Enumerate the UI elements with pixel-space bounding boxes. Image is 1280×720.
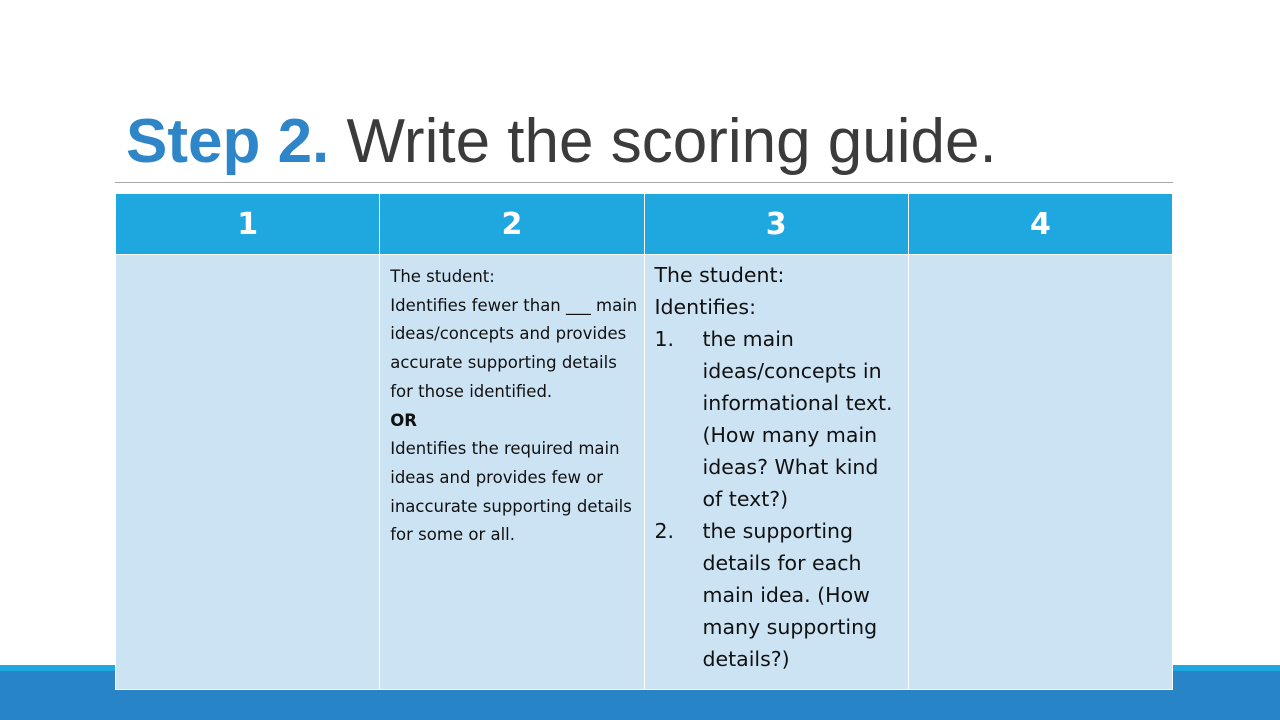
list-item-number: 1. <box>654 327 675 351</box>
header-score-3: 3 <box>644 194 908 255</box>
cell-score-3 <box>644 255 908 690</box>
cell-score-1 <box>116 255 380 690</box>
list-item <box>655 323 898 515</box>
table-row <box>116 255 1173 690</box>
table-header-row <box>116 194 1173 255</box>
slide-title <box>126 104 997 180</box>
header-score-4: 4 <box>908 194 1172 255</box>
header-score-1: 1 <box>116 194 380 255</box>
cell-score-2 <box>380 255 644 690</box>
cell-3-list <box>655 323 898 675</box>
header-score-2: 2 <box>380 194 644 255</box>
cell-2-intro: The student: <box>390 267 495 286</box>
cell-score-4 <box>908 255 1172 690</box>
list-item-number: 2. <box>654 519 675 543</box>
cell-3-lead: Identifies: <box>654 295 757 319</box>
cell-2-criterion-b: Identifies the required main ideas and provides few or inaccurate supporting details for some or all. <box>390 439 632 545</box>
title-divider <box>115 182 1173 183</box>
cell-2-criterion-a: Identifies fewer than ___ main ideas/concepts and provides accurate supporting details for those identified. <box>390 295 638 401</box>
list-item-text: the supporting details for each main idea. (How many supporting details?) <box>702 519 878 671</box>
scoring-guide-table <box>115 193 1173 690</box>
slide-title-text: Write the scoring guide. <box>329 107 997 176</box>
list-item <box>655 515 898 675</box>
cell-3-intro: The student: <box>654 263 785 287</box>
list-item-text: the main ideas/concepts in informational text. (How many main ideas? What kind of text?) <box>702 327 893 511</box>
cell-2-or: OR <box>390 410 417 430</box>
slide-title-step: Step 2. <box>126 107 330 176</box>
